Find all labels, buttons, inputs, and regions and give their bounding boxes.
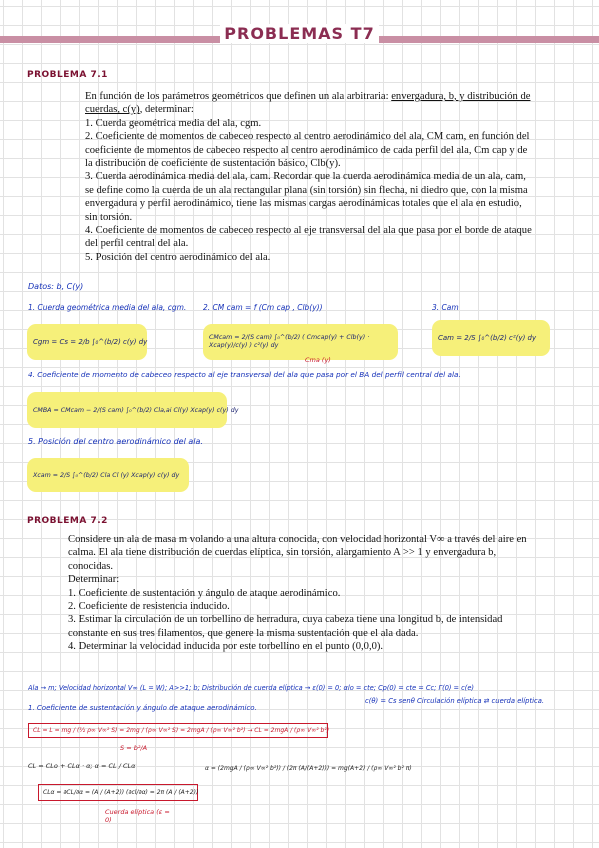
item-2: 2. Coeficiente de resistencia inducido. xyxy=(68,601,230,613)
s4-title: 4. Coeficiente de momento de cabeceo respecto al eje transversal del ala que pasa por el BA del perfil central del ala. xyxy=(28,370,461,379)
s2-formula: CMcam = 2/(S cam) ∫₀^(b/2) ( Cmcap(y) + Clb(y) · Xcap(y)/c(y) ) c²(y) dy xyxy=(203,324,398,360)
s1-formula: Cgm = Cs = 2/b ∫₀^(b/2) c(y) dy xyxy=(27,324,147,360)
item-3: 3. Cuerda aerodinámica media del ala, cam. Recordar que la cuerda aerodinámica media de un ala, cam, se define como la cuerda de un ala rectangular plana (sin torsión) sin flecha, ni diedro que, con la misma envergadura y perfil aerodinámico, tiene las mismas cargas aerodinámicas totales que el ala en estudio, sin torsión. xyxy=(85,171,528,223)
s5-formula: Xcam = 2/S ∫₀^(b/2) Cla Cl (y) Xcap(y) c(y) dy xyxy=(27,458,189,492)
s4-formula: CMBA = CMcam − 2/(S cam) ∫₀^(b/2) Cla,ai Cl(y) Xcap(y) c(y) dy xyxy=(27,392,227,428)
item-1: 1. Coeficiente de sustentación y ángulo de ataque aerodinámico. xyxy=(68,587,341,599)
item-1: 1. Cuerda geométrica media del ala, cgm. xyxy=(85,117,262,129)
s1-title: 1. Cuerda geométrica media del ala, cgm. xyxy=(28,303,187,312)
s5-title: 5. Posición del centro aerodinámico del ala. xyxy=(28,437,203,446)
item-4: 4. Coeficiente de momentos de cabeceo respecto al eje transversal del ala que pasa por el borde de ataque del perfil central del ala. xyxy=(85,225,532,250)
cla-formula: CLα = ∂CL/∂α = (A / (A+2)) (∂cl/∂α) = 2π (A / (A+2)) xyxy=(38,784,198,801)
item-2: 2. Coeficiente de momentos de cabeceo respecto al centro aerodinámico del ala, CM cam, en función del coeficiente de momentos de cabeceo respecto al centro aerodinámico de cada perfil del ala, Cm cap y de la distribución de coeficiente de sustentación básico, Clb(y). xyxy=(85,131,530,170)
s3-title: 3. Cam xyxy=(432,303,459,312)
alpha-formula: α = (2mgA / (ρ∞ V∞² b²)) / (2π (A/(A+2))) = mg(A+2) / (ρ∞ V∞² b² π) xyxy=(205,765,412,772)
p72-s1-title: 1. Coeficiente de sustentación y ángulo de ataque aerodinámico. xyxy=(28,704,257,712)
item-3: 3. Estimar la circulación de un torbellino de herradura, cuya cabeza tiene una longitud b, de intensidad constante en sus tres filamentos, que genere la misma sustentación que el ala dada. xyxy=(68,614,503,639)
cl-linear: CL = CLo + CLα · α; α = CL / CLα xyxy=(28,762,136,770)
problem-7-2-statement: Considere un ala de masa m volando a una altura conocida, con velocidad horizontal V∞ a través del aire en calma. El ala tiene distribución de cuerdas elíptica, sin torsión, alargamiento A >> 1 y envergadura b, conocidas. Determinar: 1. Coeficiente de sustentación y ángulo de ataque aerodinámico. 2. Coeficiente de resistencia inducido. 3. Estimar la circulación de un torbellino de herradura, cuya cabeza tiene una longitud b, de intensidad constante en sus tres filamentos, que genere la misma sustentación que el ala dada. 4. Determinar la velocidad inducida por este torbellino en el punto (0,0,0). xyxy=(68,533,534,654)
page-title: PROBLEMAS T7 xyxy=(0,24,599,43)
item-4: 4. Determinar la velocidad inducida por este torbellino en el punto (0,0,0). xyxy=(68,641,384,653)
problem-7-2-heading: PROBLEMA 7.2 xyxy=(27,516,108,526)
s-note: S = b²/A xyxy=(120,744,148,752)
p72-data-line: Ala → m; Velocidad horizontal V∞ (L = W); A>>1; b; Distribución de cuerda elíptica → ε(0) = 0; αlo = cte; Cp(0) = cte = Cc; Γ(0) = c(e) xyxy=(28,684,475,692)
datos-label: Datos: b, C(y) xyxy=(28,282,84,291)
problem-7-1-heading: PROBLEMA 7.1 xyxy=(27,70,108,80)
s2-title: 2. CM cam = f (Cm cap , Clb(y)) xyxy=(203,303,323,312)
s3-formula: Cam = 2/S ∫₀^(b/2) c²(y) dy xyxy=(432,320,550,356)
p72-data-line2: c(θ) = Cs senθ Circulación elíptica ⇄ cuerda elíptica. xyxy=(365,697,545,705)
item-5: 5. Posición del centro aerodinámico del ala. xyxy=(85,251,271,263)
cl-formula: CL = L = mg / (½ ρ∞ V∞² S) = 2mg / (ρ∞ V∞² S) = 2mgA / (ρ∞ V∞² b²) → CL = 2mgA / (ρ∞ V∞² b²) xyxy=(28,723,328,738)
s2-note: Cma (y) xyxy=(305,356,331,364)
ell-note: Cuerda elíptica (ε = 0) xyxy=(105,808,170,824)
problem-7-1-statement: En función de los parámetros geométricos que definen un ala arbitraria: envergadura, b, y distribución de cuerdas, c(y), determinar: 1. Cuerda geométrica media del ala, cgm. 2. Coeficiente de momentos de cabeceo respecto al centro aerodinámico del ala, CM cam, en función del coeficiente de momentos de cabeceo respecto al centro aerodinámico de cada perfil del ala, Cm cap y de la distribución de coeficiente de sustentación básico, Clb(y). 3. Cuerda aerodinámica media del ala, cam. Recordar que la cuerda aerodinámica media de un ala, cam, se define como la cuerda de un ala rectangular plana (sin torsión) sin flecha, ni diedro que, con la misma envergadura y perfil aerodinámico, tiene las mismas cargas aerodinámicas totales que el ala en estudio, sin torsión. 4. Coeficiente de momentos de cabeceo respecto al eje transversal del ala que pasa por el borde de ataque del perfil central del ala. 5. Posición del centro aerodinámico del ala. xyxy=(85,91,532,263)
